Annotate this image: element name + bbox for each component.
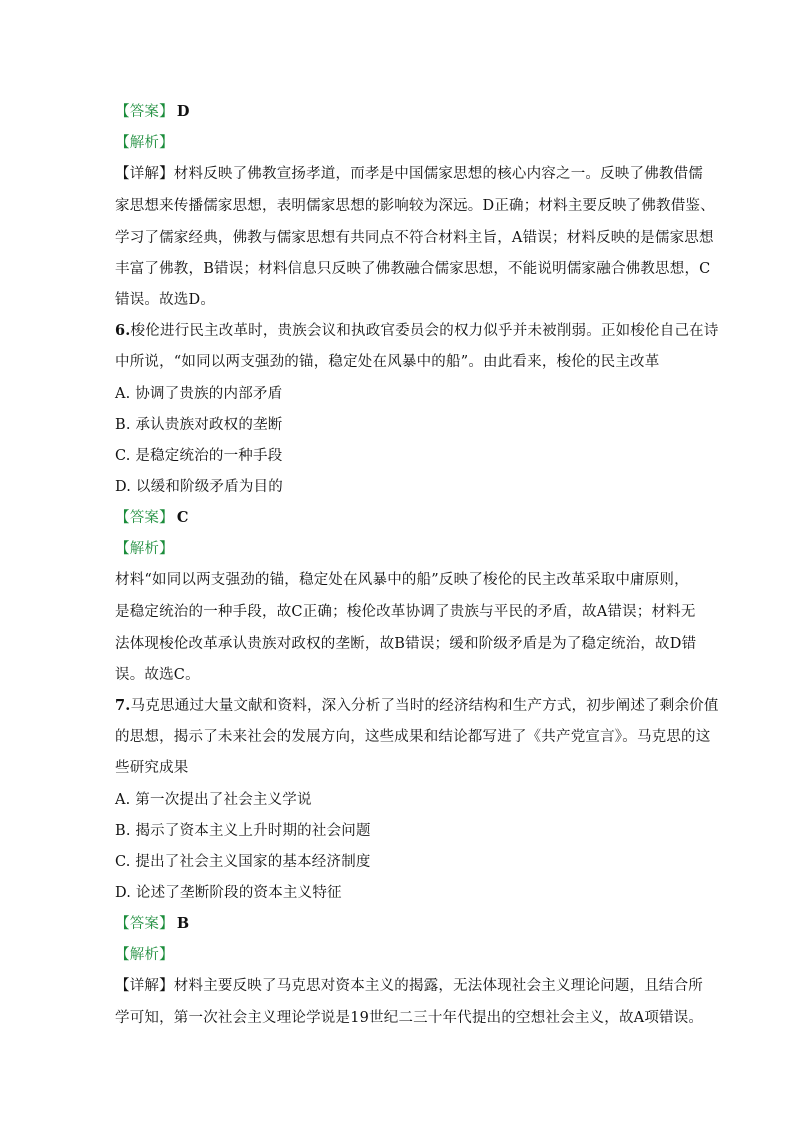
option-b: B. 承认贵族对政权的垄断 (115, 417, 283, 433)
question-stem-text: 中所说，“如同以两支强劲的锚，稳定处在风暴中的船”。由此看来，梭伦的民主改革 (115, 354, 660, 370)
analysis-line: 法体现梭伦改革承认贵族对政权的垄断，故B错误；缓和阶级矛盾是为了稳定统治，故D错 (115, 636, 697, 652)
question-stem-q7 (115, 696, 719, 716)
option-a: A. 第一次提出了社会主义学说 (115, 792, 312, 808)
question-number: 6. (115, 322, 131, 339)
answer-tag: 【答案】 (115, 104, 174, 120)
analysis-tag-q7: 【解析】 (115, 947, 174, 963)
question-number: 7. (115, 697, 131, 714)
analysis-line: 丰富了佛教，B错误；材料信息只反映了佛教融合儒家思想，不能说明儒家融合佛教思想，C (115, 261, 711, 277)
question-stem-text: 的思想，揭示了未来社会的发展方向，这些成果和结论都写进了《共产党宣言》。马克思的这 (115, 729, 711, 745)
answer-value: B (176, 915, 190, 932)
analysis-line: 【详解】材料主要反映了马克思对资本主义的揭露，无法体现社会主义理论问题，且结合所 (115, 978, 703, 994)
analysis-line: 误。故选C。 (115, 667, 200, 683)
option-c: C. 是稳定统治的一种手段 (115, 448, 283, 464)
question-stem-text: 马克思通过大量文献和资料，深入分析了当时的经济结构和生产方式，初步阐述了剩余价值 (130, 698, 719, 714)
option-a: A. 协调了贵族的内部矛盾 (115, 386, 283, 402)
analysis-line: 错误。故选D。 (115, 292, 216, 308)
answer-line-q7 (115, 914, 189, 934)
analysis-tag-q6: 【解析】 (115, 541, 174, 557)
answer-value: D (176, 103, 190, 120)
answer-tag: 【答案】 (115, 510, 174, 526)
answer-line-q5 (115, 102, 190, 122)
option-d: D. 以缓和阶级矛盾为目的 (115, 479, 283, 495)
analysis-line: 家思想来传播儒家思想，表明儒家思想的影响较为深远。D正确；材料主要反映了佛教借鉴、 (115, 198, 715, 214)
analysis-line: 【详解】材料反映了佛教宣扬孝道，而孝是中国儒家思想的核心内容之一。反映了佛教借儒 (115, 166, 703, 182)
option-c: C. 提出了社会主义国家的基本经济制度 (115, 854, 371, 870)
question-stem-text: 梭伦进行民主改革时，贵族会议和执政官委员会的权力似乎并未被削弱。正如梭伦自己在诗 (130, 323, 719, 339)
option-d: D. 论述了垄断阶段的资本主义特征 (115, 885, 342, 901)
question-stem-text: 些研究成果 (115, 760, 189, 776)
answer-value: C (176, 509, 189, 526)
analysis-line: 材料“如同以两支强劲的锚，稳定处在风暴中的船”反映了梭伦的民主改革采取中庸原则， (115, 572, 689, 588)
analysis-tag-q5: 【解析】 (115, 135, 174, 151)
answer-tag: 【答案】 (115, 916, 174, 932)
analysis-line: 学习了儒家经典，佛教与儒家思想有共同点不符合材料主旨，A错误；材料反映的是儒家思想 (115, 230, 714, 246)
option-b: B. 揭示了资本主义上升时期的社会问题 (115, 823, 371, 839)
question-stem-q6 (115, 321, 719, 341)
analysis-line: 学可知，第一次社会主义理论学说是19世纪二三十年代提出的空想社会主义，故A项错误。 (115, 1010, 704, 1026)
analysis-line: 是稳定统治的一种手段，故C正确；梭伦改革协调了贵族与平民的矛盾，故A错误；材料无 (115, 604, 696, 620)
answer-line-q6 (115, 508, 189, 528)
